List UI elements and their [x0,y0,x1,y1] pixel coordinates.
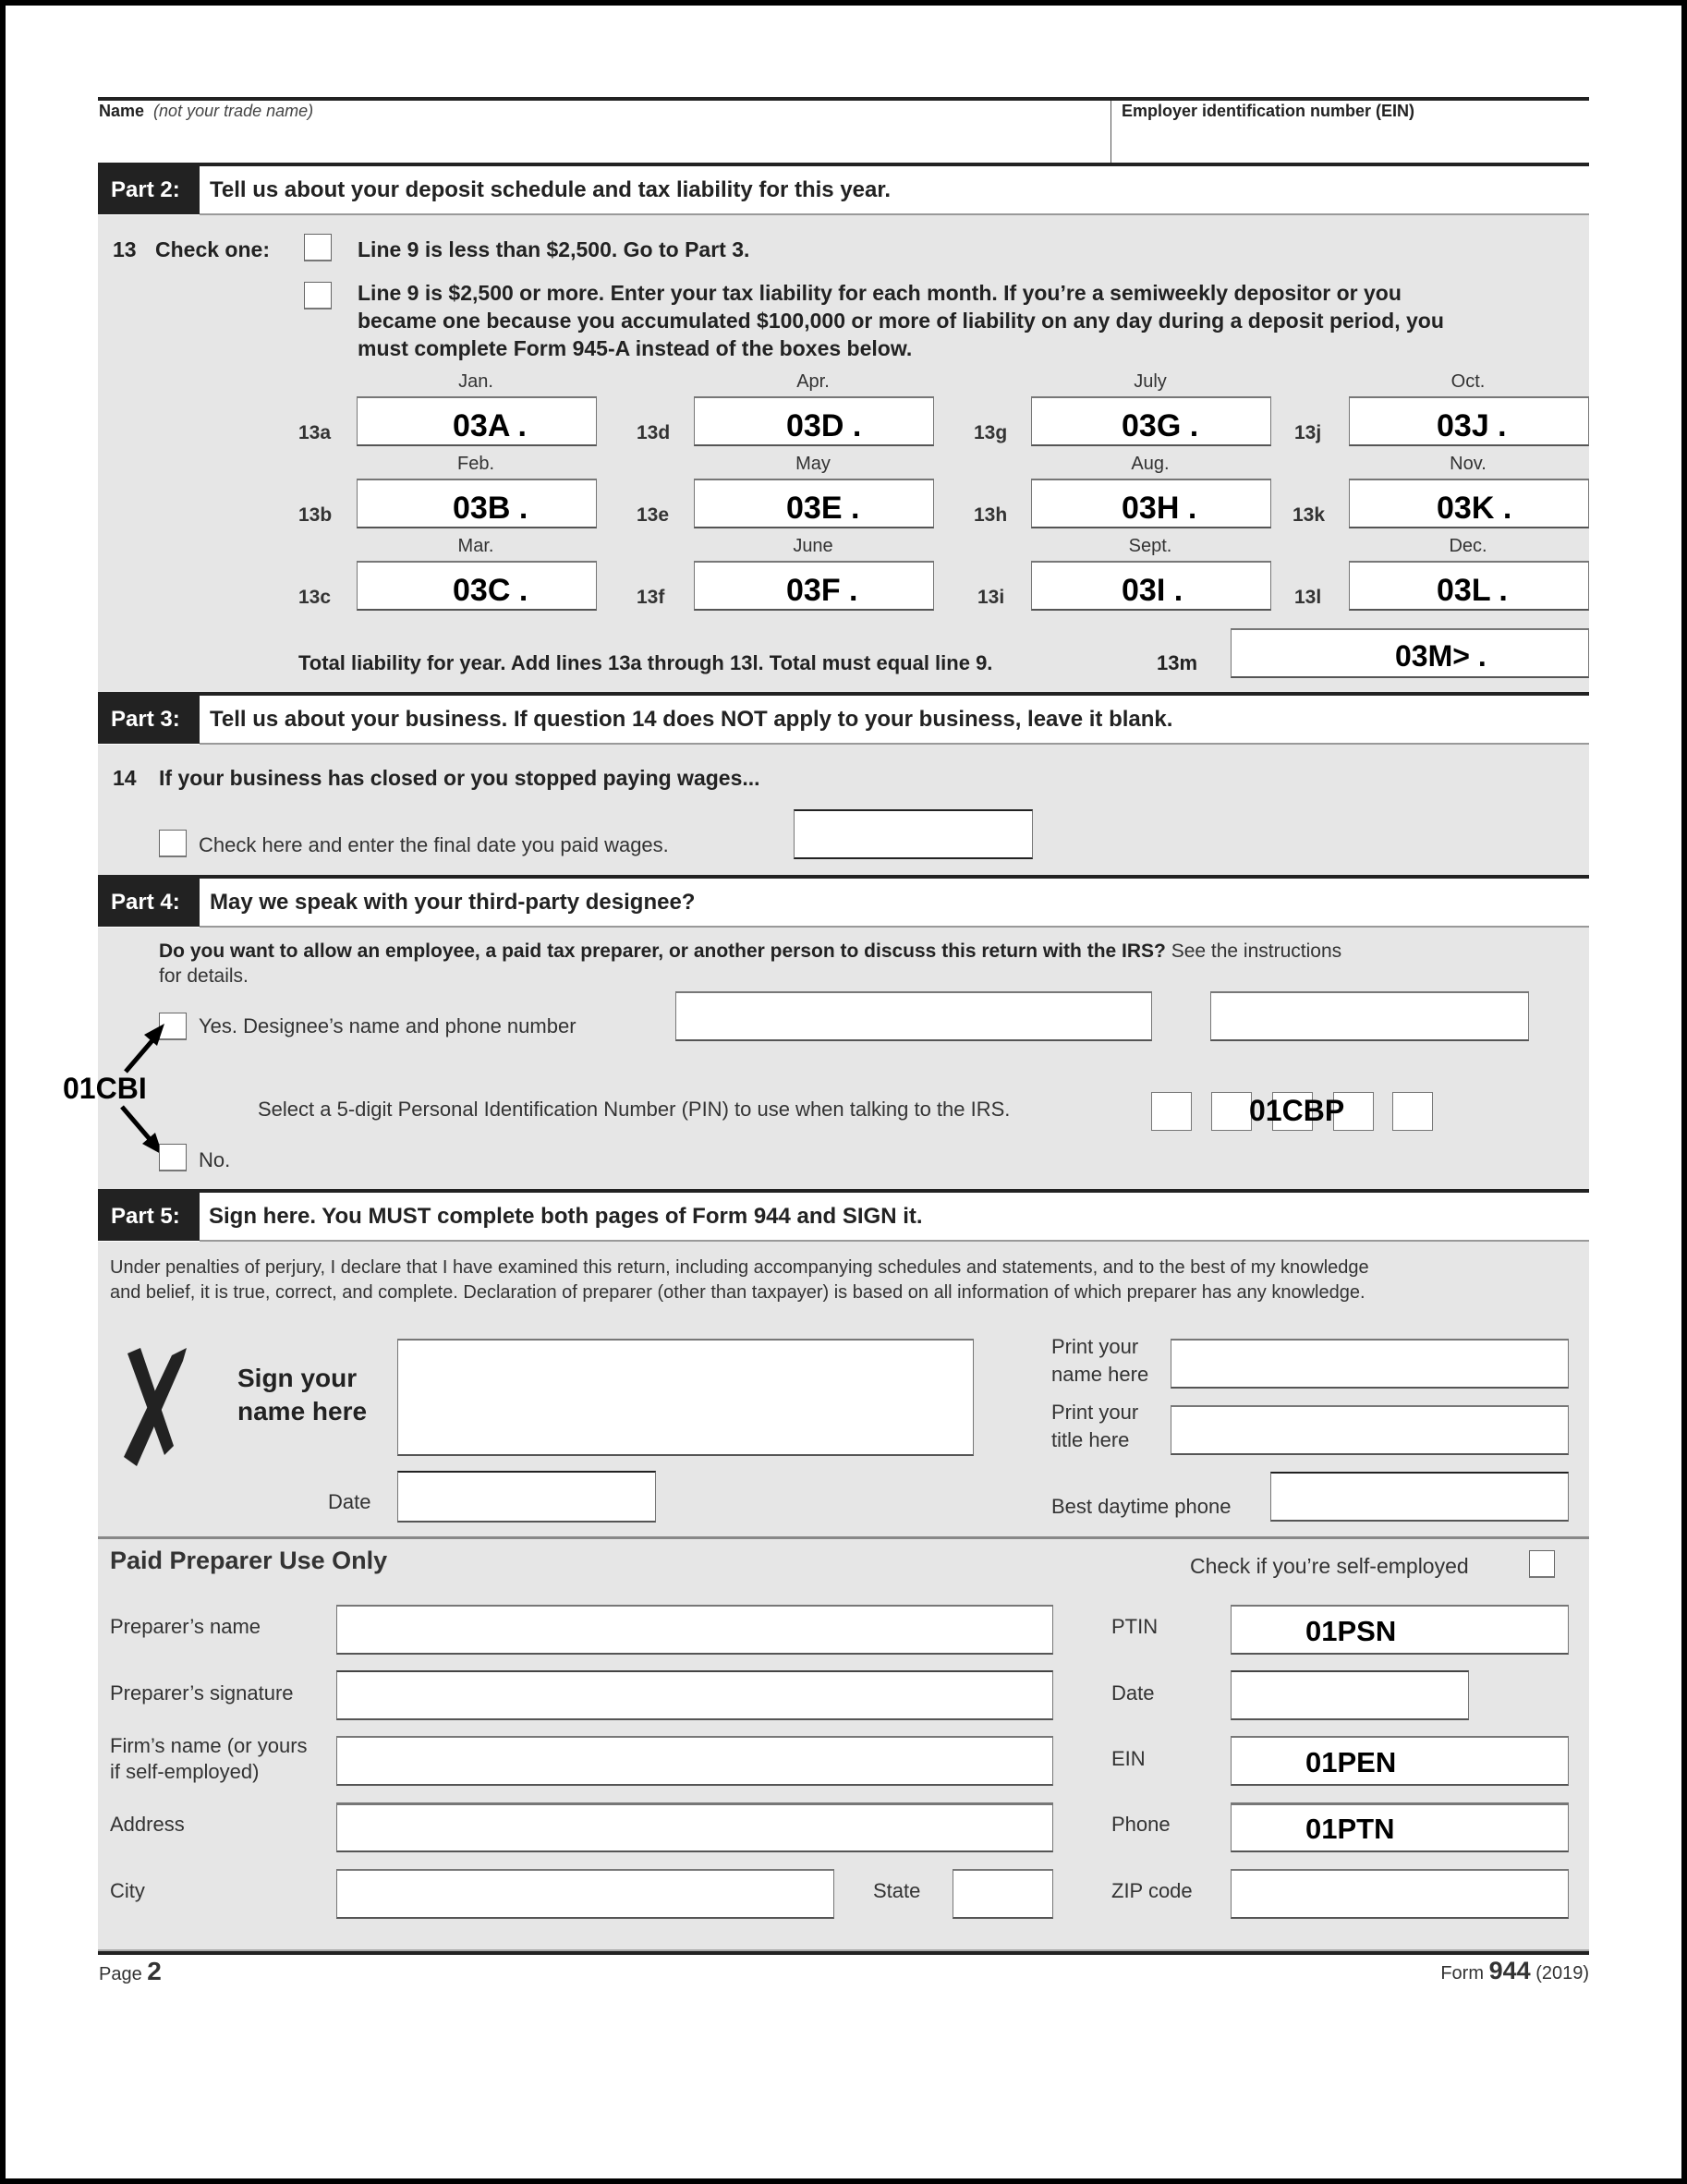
liability-june-value: 03F . [786,573,858,608]
ptin-value: 01PSN [1305,1615,1397,1647]
declaration-line-1: Under penalties of perjury, I declare that I have examined this return, including accompanying schedules and statements, and to the best of my knowledge [110,1257,1369,1278]
name-hint: (not your trade name) [153,102,314,120]
page-number-label [99,1957,162,1986]
line-13k: 13k [1293,504,1326,526]
checkbox-less-than-2500[interactable] [304,234,332,261]
designee-annotation-code: 01CBI [63,1072,147,1105]
preparer-phone-field[interactable] [1231,1802,1569,1852]
name-label [99,102,313,121]
designee-question-rest: See the instructions [1165,940,1342,962]
designee-yes-label: Yes. Designee’s name and phone number [199,1014,576,1037]
liability-jan-value: 03A . [453,408,528,443]
print-name-line-1: Print your [1051,1335,1139,1358]
part2-title: Tell us about your deposit schedule and tax liability for this year. [210,177,892,202]
designee-question [159,939,1526,989]
business-closed-checkbox[interactable] [159,830,187,857]
line-13-number: 13 [113,237,137,261]
line-13f: 13f [637,587,665,608]
city-label: City [110,1879,145,1902]
form-id-label [1440,1957,1589,1985]
liability-feb-value: 03B . [453,491,528,526]
firm-label-line-2: if self-employed) [110,1760,260,1783]
address-label: Address [110,1813,185,1836]
month-label-apr: Apr. [796,371,830,392]
daytime-phone-field[interactable] [1270,1472,1569,1522]
checkbox-2500-or-more[interactable] [304,282,332,309]
preparer-heading: Paid Preparer Use Only [110,1547,388,1574]
zip-field[interactable] [1231,1869,1569,1919]
firm-name-field[interactable] [336,1736,1053,1786]
preparer-date-label: Date [1111,1681,1155,1705]
liability-mar-value: 03C . [453,573,528,608]
option2-line-2: became one because you accumulated $100,000 or more of liability on any day during a deposit period, you [358,309,1444,333]
declaration-line-2: and belief, it is true, correct, and complete. Declaration of preparer (other than taxpayer) is based on all information of which preparer has any knowledge. [110,1282,1365,1303]
month-label-sept: Sept. [1128,536,1172,556]
print-title-label [1051,1399,1138,1454]
state-field[interactable] [953,1869,1053,1919]
line-14-question: If your business has closed or you stopped paying wages... [159,766,760,790]
designee-phone-field[interactable] [1210,991,1529,1041]
pin-label: Select a 5-digit Personal Identification Number (PIN) to use when talking to the IRS. [258,1098,1011,1121]
sign-x-icon [116,1344,218,1474]
part3-title: Tell us about your business. If question 14 does NOT apply to your business, leave it blank. [210,707,1173,732]
print-name-field[interactable] [1171,1339,1569,1389]
month-label-may: May [795,454,831,474]
print-name-line-2: name here [1051,1363,1149,1386]
preparer-signature-field[interactable] [336,1670,1053,1720]
line-13e: 13e [637,504,670,526]
name-field[interactable] [100,125,1111,162]
preparer-signature-label: Preparer’s signature [110,1681,294,1705]
option2-line-1: Line 9 is $2,500 or more. Enter your tax liability for each month. If you’re a semiweekly depositor or you [358,281,1402,305]
month-label-feb: Feb. [456,454,495,474]
preparer-date-field[interactable] [1231,1670,1469,1720]
month-label-mar: Mar. [457,536,494,556]
city-field[interactable] [336,1869,834,1919]
address-field[interactable] [336,1802,1053,1852]
sign-date-field[interactable] [397,1471,656,1523]
month-label-june: June [793,536,833,556]
month-label-oct: Oct. [1450,371,1486,392]
part2-tag: Part 2: [98,166,200,214]
firm-label-line-1: Firm’s name (or yours [110,1734,308,1757]
option-2500-or-more-text [358,279,1444,362]
firm-name-label [110,1733,308,1785]
sign-line-2: name here [237,1397,368,1426]
name-label-text: Name [99,102,145,120]
print-title-field[interactable] [1171,1405,1569,1455]
month-label-aug: Aug. [1131,454,1170,474]
preparer-phone-value: 01PTN [1305,1813,1395,1845]
pin-code-overlay: 01CBP [1249,1094,1345,1127]
ptin-label: PTIN [1111,1615,1159,1638]
liability-nov-value: 03K . [1437,491,1512,526]
line-13d: 13d [637,422,671,443]
liability-apr-value: 03D . [786,408,862,443]
footer-rule [98,1951,1589,1955]
month-label-july: July [1134,371,1167,392]
ein-label: Employer identification number (EIN) [1122,102,1415,120]
month-label-nov: Nov. [1450,454,1487,474]
preparer-ein-field[interactable] [1231,1736,1569,1786]
ptin-field[interactable] [1231,1605,1569,1655]
sign-name-label [237,1362,367,1428]
page-number: 2 [147,1957,162,1985]
perjury-declaration [110,1256,1369,1305]
liability-aug-value: 03H . [1122,491,1197,526]
state-label: State [873,1879,921,1902]
total-liability-text: Total liability for year. Add lines 13a through 13l. Total must equal line 9. [298,651,993,674]
liability-oct-value: 03J . [1437,408,1507,443]
designee-no-checkbox[interactable] [159,1144,187,1171]
designee-name-field[interactable] [675,991,1152,1041]
line-13g: 13g [974,422,1008,443]
line-13i: 13i [977,587,1005,608]
line-14-number: 14 [113,766,137,790]
designee-question-line2: for details. [159,965,249,987]
page-prefix: Page [99,1964,142,1984]
liability-dec-value: 03L . [1437,573,1508,608]
designee-no-label: No. [199,1148,231,1171]
line-13a: 13a [298,422,332,443]
total-liability-value: 03M> . [1395,639,1487,673]
part4-title: May we speak with your third-party designee? [210,890,696,915]
top-rule [98,97,1589,101]
preparer-ein-value: 01PEN [1305,1746,1397,1778]
month-label-jan: Jan. [458,371,493,392]
designee-question-bold: Do you want to allow an employee, a paid tax preparer, or another person to discuss this return with the IRS? [159,940,1166,962]
print-name-label [1051,1333,1148,1389]
part3-tag: Part 3: [98,696,200,744]
liability-sept-value: 03I . [1122,573,1183,608]
self-employed-checkbox[interactable] [1529,1550,1555,1578]
print-title-line-1: Print your [1051,1401,1139,1424]
sign-date-label: Date [328,1490,371,1513]
business-closed-text: Check here and enter the final date you paid wages. [199,833,669,856]
line-13j: 13j [1294,422,1322,443]
part5-tag: Part 5: [98,1193,200,1241]
preparer-ein-label: EIN [1111,1747,1146,1770]
option2-line-3: must complete Form 945-A instead of the boxes below. [358,336,913,360]
arrow-up-head [144,1024,164,1046]
line-13b: 13b [298,504,333,526]
form-year: (2019) [1535,1963,1589,1984]
pin-digit-2[interactable] [1211,1092,1252,1131]
check-one-label: Check one: [155,237,270,261]
line-13m: 13m [1157,651,1198,674]
liability-july-value: 03G . [1122,408,1199,443]
preparer-name-label: Preparer’s name [110,1615,261,1638]
part5-title: Sign here. You MUST complete both pages of Form 944 and SIGN it. [209,1204,923,1229]
part4-tag: Part 4: [98,879,200,927]
pin-digit-5[interactable] [1392,1092,1433,1131]
pin-digit-1[interactable] [1151,1092,1192,1131]
print-title-line-2: title here [1051,1428,1130,1451]
ein-field[interactable] [1122,125,1584,162]
self-employed-label: Check if you’re self-employed [1190,1554,1469,1578]
line-13c: 13c [298,587,332,608]
form-prefix: Form [1440,1963,1484,1984]
month-label-dec: Dec. [1449,536,1487,556]
zip-label: ZIP code [1111,1879,1193,1902]
liability-may-value: 03E . [786,491,860,526]
preparer-name-field[interactable] [336,1605,1053,1655]
form-number: 944 [1488,1957,1531,1984]
preparer-phone-label: Phone [1111,1813,1171,1836]
line-13l: 13l [1294,587,1322,608]
daytime-phone-label: Best daytime phone [1051,1495,1232,1518]
sign-line-1: Sign your [237,1364,358,1392]
final-wage-date-field[interactable] [794,809,1033,859]
signature-field[interactable] [397,1339,974,1456]
option-less-than-2500-text: Line 9 is less than $2,500. Go to Part 3. [358,237,750,261]
line-13h: 13h [974,504,1008,526]
